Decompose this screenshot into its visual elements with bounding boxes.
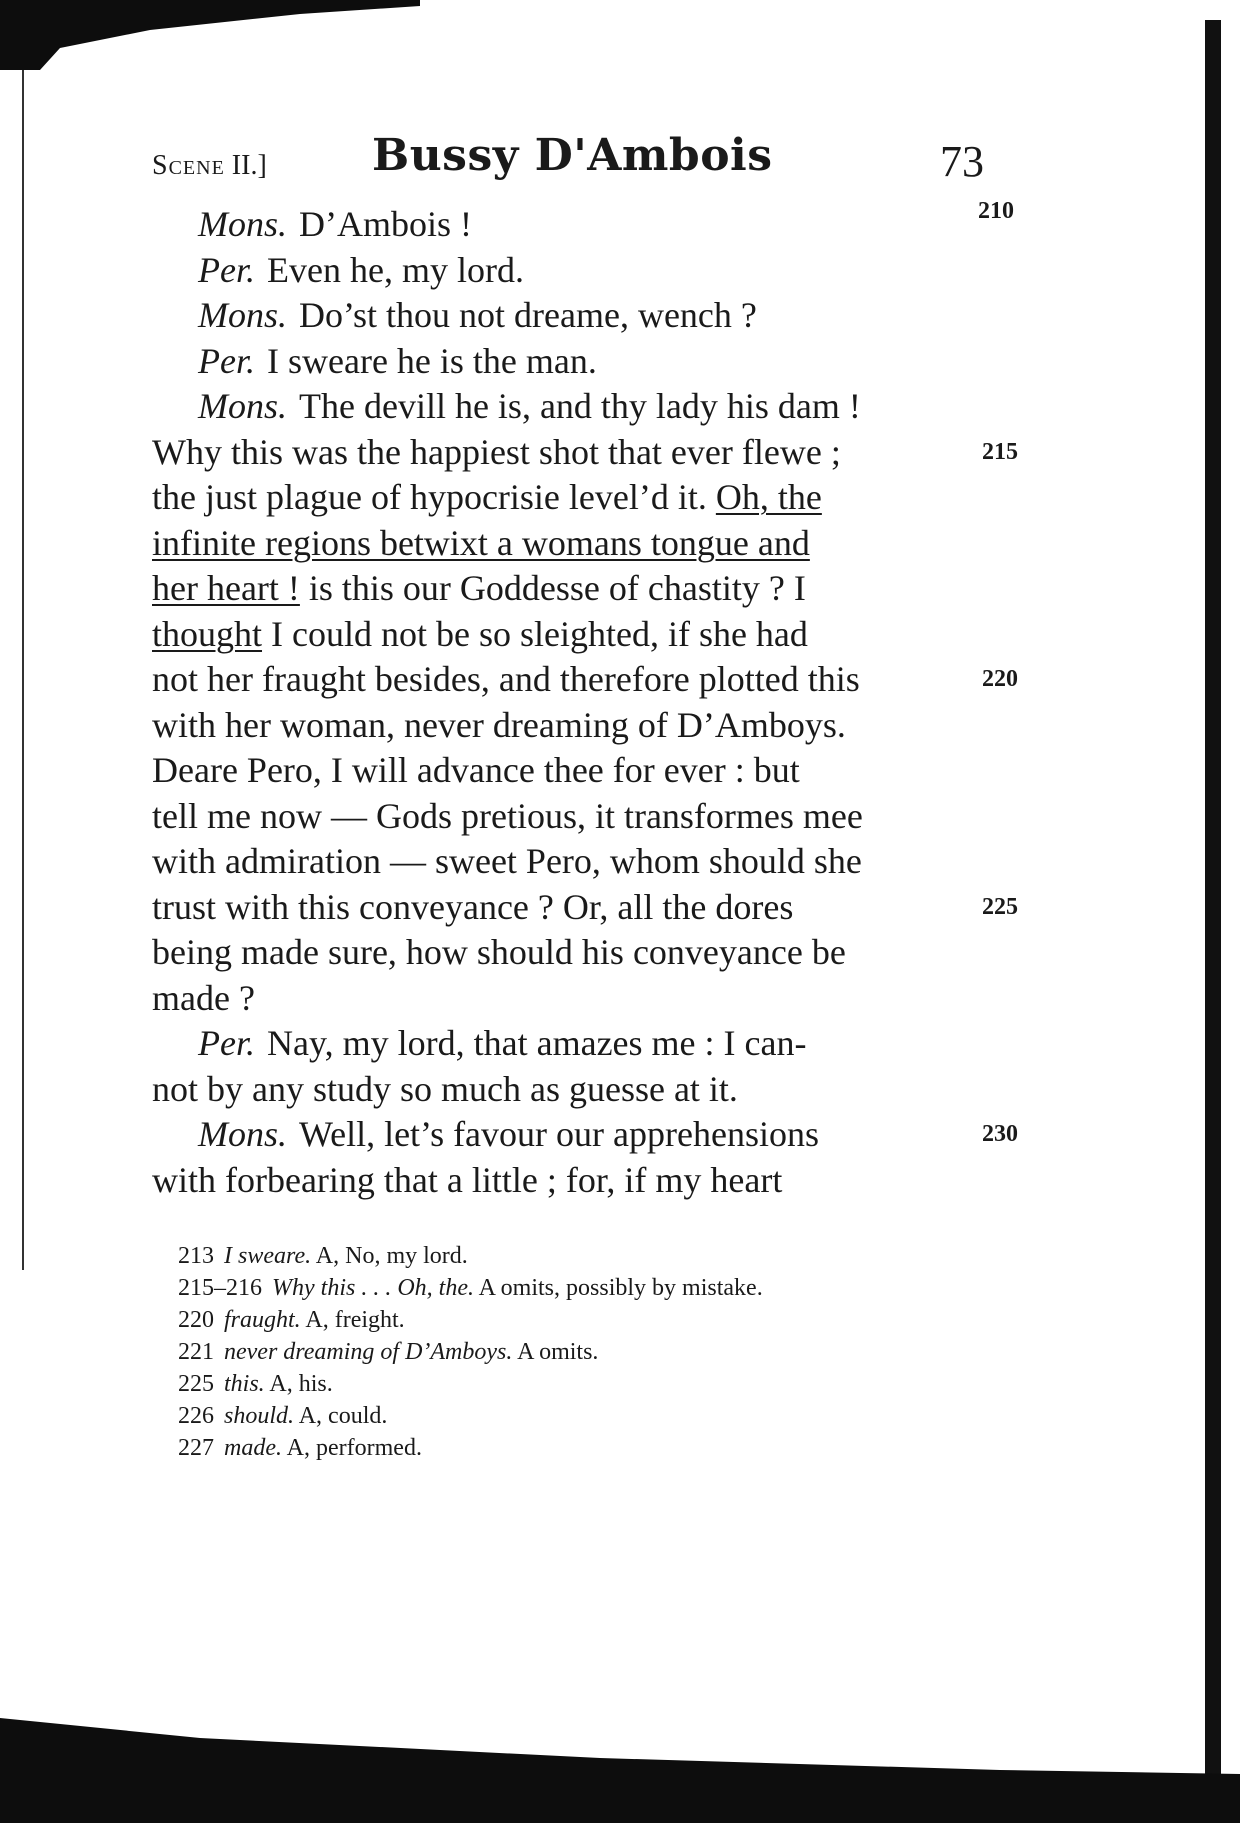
running-title: Bussy D'Ambois (372, 130, 773, 181)
speaker-name: Per. (198, 340, 255, 381)
speaker-name: Per. (198, 1023, 255, 1063)
text-line: Mons. Well, let’s favour our apprehensions 230 (152, 1112, 982, 1158)
note-item: 213 I sweare. A, No, my lord. (178, 1243, 468, 1269)
note-item: 221 never dreaming of D’Amboys. A omits. (178, 1339, 599, 1365)
scan-edge-left (22, 70, 24, 1270)
text-line: Mons. Do’st thou not dreame, wench ? (198, 295, 757, 335)
textual-notes (178, 1240, 1008, 1464)
note-item: 227 made. A, performed. (178, 1435, 422, 1461)
line-number-210: 210 (978, 198, 1014, 224)
text-line: Per. I sweare he is the man. (198, 340, 597, 381)
speaker-name: Per. (198, 249, 255, 290)
text-line: Per. Nay, my lord, that amazes me : I can- (198, 1023, 807, 1063)
text-line: not by any study so much as guesse at it. (152, 1068, 738, 1109)
speaker-name: Mons. (198, 1114, 287, 1154)
scan-edge-right (1205, 20, 1221, 1780)
text-line: with her woman, never dreaming of D’Amboys. (152, 704, 846, 745)
text-line: being made sure, how should his conveyance be (152, 932, 846, 972)
text-line: her heart ! is this our Goddesse of chastity ? I (152, 568, 806, 608)
text-line: thought I could not be so sleighted, if she had (152, 613, 808, 654)
note-item: 215–216 Why this . . . Oh, the. A omits, possibly by mistake. (178, 1275, 763, 1301)
text-line: Mons. D’Ambois ! (198, 204, 472, 244)
text-line: the just plague of hypocrisie level’d it. Oh, the (152, 477, 822, 517)
scene-label: Scene II.] (152, 150, 267, 181)
text-line: not her fraught besides, and therefore plotted this 220 (152, 657, 982, 703)
underlined-passage: thought (152, 613, 263, 654)
text-line: Deare Pero, I will advance thee for ever : but (152, 750, 800, 790)
text-line: made ? (152, 977, 255, 1018)
speaker-name: Mons. (198, 386, 287, 426)
scan-shadow-top (0, 0, 420, 70)
underlined-passage: her heart ! (152, 568, 300, 608)
note-item: 226 should. A, could. (178, 1403, 388, 1429)
line-number-230: 230 (982, 1121, 1018, 1147)
scan-shadow-bottom (0, 1718, 1240, 1823)
text-line: trust with this conveyance ? Or, all the dores 225 (152, 885, 982, 931)
text-line: with admiration — sweet Pero, whom should she (152, 841, 862, 881)
line-number-220: 220 (982, 666, 1018, 692)
running-header (150, 120, 1050, 190)
text-line: Mons. The devill he is, and thy lady his dam ! (198, 386, 861, 426)
speaker-name: Mons. (198, 204, 287, 244)
line-number-215: 215 (982, 438, 1018, 465)
text-line: with forbearing that a little ; for, if my heart (152, 1159, 783, 1200)
text-line: tell me now — Gods pretious, it transformes mee (152, 795, 863, 836)
speaker-name: Mons. (198, 295, 287, 335)
text-line (152, 521, 982, 567)
text-line: Why this was the happiest shot that ever flewe ; 215 (152, 430, 982, 476)
underlined-passage: infinite regions betwixt a womans tongue and (152, 522, 810, 563)
note-item: 225 this. A, his. (178, 1371, 333, 1397)
line-number-225: 225 (982, 893, 1018, 920)
note-item: 220 fraught. A, freight. (178, 1307, 405, 1333)
underlined-passage: Oh, the (715, 477, 822, 517)
text-line: Per. Even he, my lord. (198, 249, 524, 290)
page-number: 73 (940, 137, 984, 186)
